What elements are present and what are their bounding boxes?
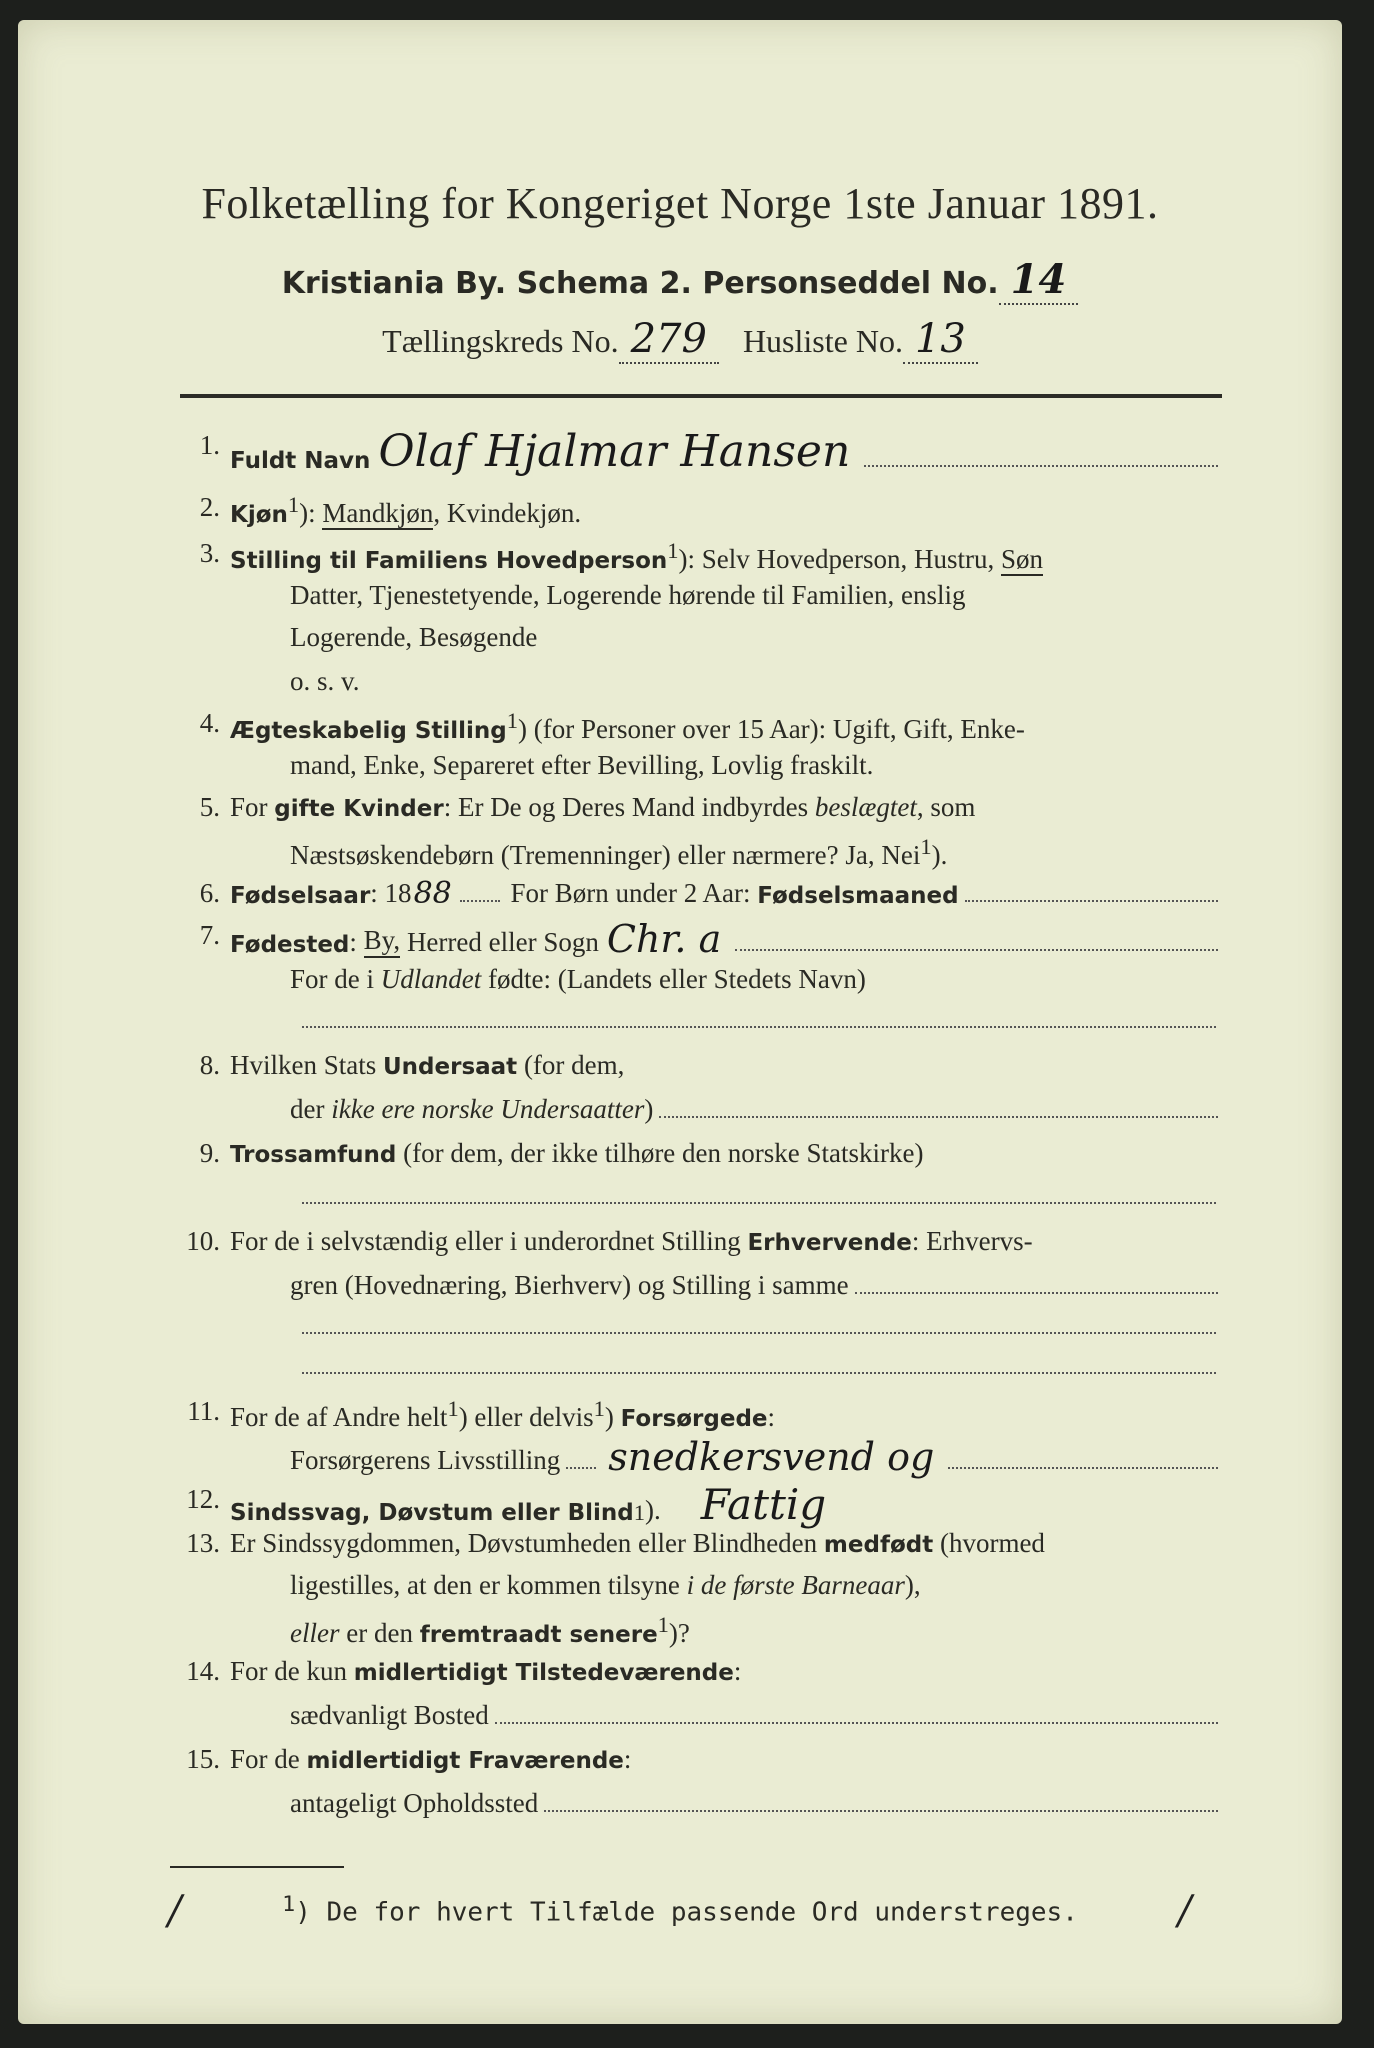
footnote-ref: 1 xyxy=(282,1892,296,1917)
sex-label: Kjøn xyxy=(230,502,288,528)
birthplace-value: Chr. a xyxy=(606,917,722,961)
item-6-line xyxy=(230,878,1222,909)
birth-year-prefix: : 18 xyxy=(370,878,412,908)
disability-value: Fattig xyxy=(700,1480,827,1529)
item-7-line-2-italic: Udlandet xyxy=(380,964,482,994)
item-2-line xyxy=(230,492,1222,529)
pencil-tick-right-icon: / xyxy=(1178,1888,1192,1934)
item-8-line-2-a: der xyxy=(290,1094,332,1124)
schema-line xyxy=(18,256,1342,305)
item-number: 13. xyxy=(186,1528,220,1558)
item-number: 2. xyxy=(199,492,220,522)
item-4-line-2: mand, Enke, Separeret efter Bevilling, Lovlig fraskilt. xyxy=(290,750,874,780)
item-13-line-2-a: ligestilles, at den er kommen tilsyne xyxy=(290,1570,687,1600)
provider-occupation-label: Forsørgerens Livsstilling xyxy=(290,1445,561,1475)
item-13-line-1 xyxy=(230,1528,1222,1559)
later-onset-label: fremtraadt senere xyxy=(419,1622,658,1648)
item-number: 1. xyxy=(199,430,220,460)
birthplace-by-underlined: By, xyxy=(364,925,401,958)
fill-dots xyxy=(735,949,1218,951)
disability-label: Sindssvag, Døvstum eller Blind xyxy=(230,1500,634,1526)
item-4-line-1 xyxy=(230,708,1222,745)
fill-dots xyxy=(965,900,1218,902)
item-11-text-a: For de af Andre helt xyxy=(230,1402,448,1432)
birthplace-label: Fødested xyxy=(230,932,350,958)
item-10-line-1 xyxy=(230,1226,1222,1257)
temporary-present-label: midlertidigt Tilstedeværende xyxy=(353,1660,734,1686)
item-3-line-1 xyxy=(230,538,1222,575)
occupation-label: Erhvervende xyxy=(747,1230,912,1256)
temporary-absent-label: midlertidigt Fraværende xyxy=(306,1748,624,1774)
marital-status-label: Ægteskabelig Stilling xyxy=(230,718,507,744)
item-11-line-1 xyxy=(230,1396,1222,1433)
item-11-text-d: : xyxy=(767,1402,776,1432)
item-number: 5. xyxy=(199,792,220,822)
family-position-label: Stilling til Familiens Hovedperson xyxy=(230,548,668,574)
item-13-line-3-a: er den xyxy=(339,1618,420,1648)
item-number: 12. xyxy=(186,1484,220,1514)
footnote-text: ) De for hvert Tilfælde passende Ord understreges. xyxy=(295,1897,1078,1928)
item-number: 3. xyxy=(199,538,220,568)
fill-dots xyxy=(566,1467,596,1469)
item-5-line-2 xyxy=(290,834,1222,871)
fill-line xyxy=(302,1026,1216,1028)
item-13-line-2 xyxy=(290,1570,1222,1601)
item-5-text-a: For xyxy=(230,792,275,822)
item-13-line-2-italic: i de første Barneaar xyxy=(686,1570,905,1600)
item-10-line-2-text: gren (Hovednæring, Bierhverv) og Stilling i samme xyxy=(290,1270,849,1300)
fill-dots xyxy=(864,465,1218,467)
item-9-text: (for dem, der ikke tilhøre den norske Statskirke) xyxy=(396,1138,924,1168)
item-3-line-3: Logerende, Besøgende xyxy=(290,622,538,652)
taellingskreds-label: Tællingskreds No. xyxy=(382,323,619,359)
item-number: 15. xyxy=(186,1744,220,1774)
item-12-line xyxy=(230,1480,1222,1529)
full-name-value: Olaf Hjalmar Hansen xyxy=(378,426,851,477)
item-15-text-b: : xyxy=(623,1744,632,1774)
item-8-line-2-italic: ikke ere norske Undersaatter xyxy=(331,1094,645,1124)
footnote-ref: 1 xyxy=(447,1396,459,1421)
footnote-ref: 1 xyxy=(667,538,679,563)
full-name-label: Fuldt Navn xyxy=(230,448,371,474)
item-number: 4. xyxy=(199,708,220,738)
item-1-line xyxy=(230,426,1222,477)
item-11-text-b: ) eller delvis xyxy=(458,1402,594,1432)
item-14-text-b: : xyxy=(733,1656,742,1686)
header-divider xyxy=(180,394,1222,398)
fill-line xyxy=(302,1372,1216,1374)
footnote-ref: 1 xyxy=(920,834,932,859)
fill-line xyxy=(302,1202,1216,1204)
item-8-text-a: Hvilken Stats xyxy=(230,1050,383,1080)
footnote-ref: 1 xyxy=(657,1612,669,1637)
congenital-label: medfødt xyxy=(823,1532,934,1558)
item-12-text: ). xyxy=(645,1495,661,1525)
footnote-ref: 1 xyxy=(506,708,519,733)
birth-year-value: 88 xyxy=(413,876,452,911)
sex-text: ): xyxy=(299,498,323,528)
item-13-line-3-italic: eller xyxy=(290,1618,340,1648)
taellingskreds-number: 279 xyxy=(619,316,719,364)
sex-option-male-underlined: Mandkjøn xyxy=(322,498,434,528)
item-5-line-2-end: ). xyxy=(931,840,948,870)
personseddel-number: 14 xyxy=(999,256,1079,305)
item-14-line-2 xyxy=(290,1700,1222,1731)
item-11-line-2 xyxy=(290,1435,1222,1479)
religion-label: Trossamfund xyxy=(230,1142,397,1168)
item-5-text-b: : Er De og Deres Mand indbyrdes xyxy=(443,792,815,822)
marital-status-options: ) (for Personer over 15 Aar): Ugift, Gift, Enke- xyxy=(518,714,1025,744)
item-5-text-c: , som xyxy=(916,792,976,822)
probable-residence-label: antageligt Opholdssted xyxy=(290,1788,539,1818)
item-5-line-2-text: Næstsøskendebørn (Tremenninger) eller nærmere? Ja, Nei xyxy=(290,840,921,870)
item-3-line-2: Datter, Tjenestetyende, Logerende hørende til Familien, enslig xyxy=(290,580,966,610)
item-number: 9. xyxy=(199,1138,220,1168)
item-number: 11. xyxy=(187,1396,220,1426)
item-14-text-a: For de kun xyxy=(230,1656,354,1686)
item-5-line-1 xyxy=(230,792,1222,823)
item-7-line-2 xyxy=(290,964,1222,995)
usual-residence-label: sædvanligt Bosted xyxy=(290,1700,489,1730)
birth-month-text: For Børn under 2 Aar: xyxy=(503,878,758,908)
provider-occupation-value: snedkersvend og xyxy=(608,1435,935,1479)
footnote-divider xyxy=(170,1866,344,1868)
item-7-line-2-a: For de i xyxy=(290,964,381,994)
footnote xyxy=(18,1892,1342,1928)
birthplace-colon: : xyxy=(349,927,364,957)
fill-dots xyxy=(495,1722,1218,1724)
form-title: Folketælling for Kongeriget Norge 1ste Januar 1891. xyxy=(201,179,1159,228)
item-8-line-1 xyxy=(230,1050,1222,1081)
item-number: 14. xyxy=(186,1656,220,1686)
item-8-line-2 xyxy=(290,1094,1222,1125)
item-13-line-3-b: )? xyxy=(668,1618,690,1648)
item-13-text-b: (hvormed xyxy=(933,1528,1045,1558)
sex-option-female: , Kvindekjøn. xyxy=(433,498,582,528)
married-women-label: gifte Kvinder xyxy=(274,796,444,822)
item-number: 7. xyxy=(199,920,220,950)
item-number: 10. xyxy=(186,1226,220,1256)
footnote-ref: 1 xyxy=(287,492,300,517)
fill-dots xyxy=(855,1292,1218,1294)
item-10-text-a: For de i selvstændig eller i underordnet Stilling xyxy=(230,1226,748,1256)
fill-dots xyxy=(460,900,500,902)
pencil-tick-left-icon: / xyxy=(168,1888,182,1934)
husliste-number: 13 xyxy=(903,316,978,364)
item-15-text-a: For de xyxy=(230,1744,307,1774)
item-13-line-2-b: ), xyxy=(904,1570,921,1600)
item-7-line-2-b: fødte: (Landets eller Stedets Navn) xyxy=(481,964,866,994)
footnote-ref: 1 xyxy=(593,1396,605,1421)
citizenship-label: Undersaat xyxy=(383,1054,518,1080)
husliste-label: Husliste No. xyxy=(742,323,903,359)
item-10-line-2 xyxy=(290,1270,1222,1301)
item-number: 6. xyxy=(199,878,220,908)
family-position-options: ): Selv Hovedperson, Hustru, xyxy=(678,544,1001,574)
birthplace-options: Herred eller Sogn xyxy=(400,927,599,957)
birth-year-label: Fødselsaar xyxy=(230,883,371,909)
item-3-line-4: o. s. v. xyxy=(290,666,360,696)
fill-dots xyxy=(659,1116,1218,1118)
item-14-line-1 xyxy=(230,1656,1222,1687)
census-form-page xyxy=(18,20,1342,2024)
item-10-text-b: : Erhvervs- xyxy=(911,1226,1033,1256)
fill-line xyxy=(302,1332,1216,1334)
item-9-line xyxy=(230,1138,1222,1169)
item-number: 8. xyxy=(199,1050,220,1080)
item-8-text-b: (for dem, xyxy=(517,1050,625,1080)
item-8-line-2-b: ) xyxy=(644,1094,654,1124)
fill-dots xyxy=(948,1467,1218,1469)
item-13-line-3 xyxy=(290,1612,1222,1649)
footnote-ref: 1 xyxy=(633,1500,646,1525)
item-5-italic: beslægtet xyxy=(814,792,917,822)
family-position-selected: Søn xyxy=(1000,544,1044,574)
item-15-line-1 xyxy=(230,1744,1222,1775)
item-11-text-c: ) xyxy=(604,1402,621,1432)
item-13-text-a: Er Sindssygdommen, Døvstumheden eller Blindheden xyxy=(230,1528,824,1558)
item-15-line-2 xyxy=(290,1788,1222,1819)
schema-line-text: Kristiania By. Schema 2. Personseddel No. xyxy=(281,266,999,301)
fill-dots xyxy=(544,1810,1218,1812)
district-line xyxy=(18,316,1342,364)
dependent-label: Forsørgede xyxy=(620,1406,768,1432)
item-7-line-1 xyxy=(230,917,1222,961)
birth-month-label: Fødselsmaaned xyxy=(757,883,959,909)
